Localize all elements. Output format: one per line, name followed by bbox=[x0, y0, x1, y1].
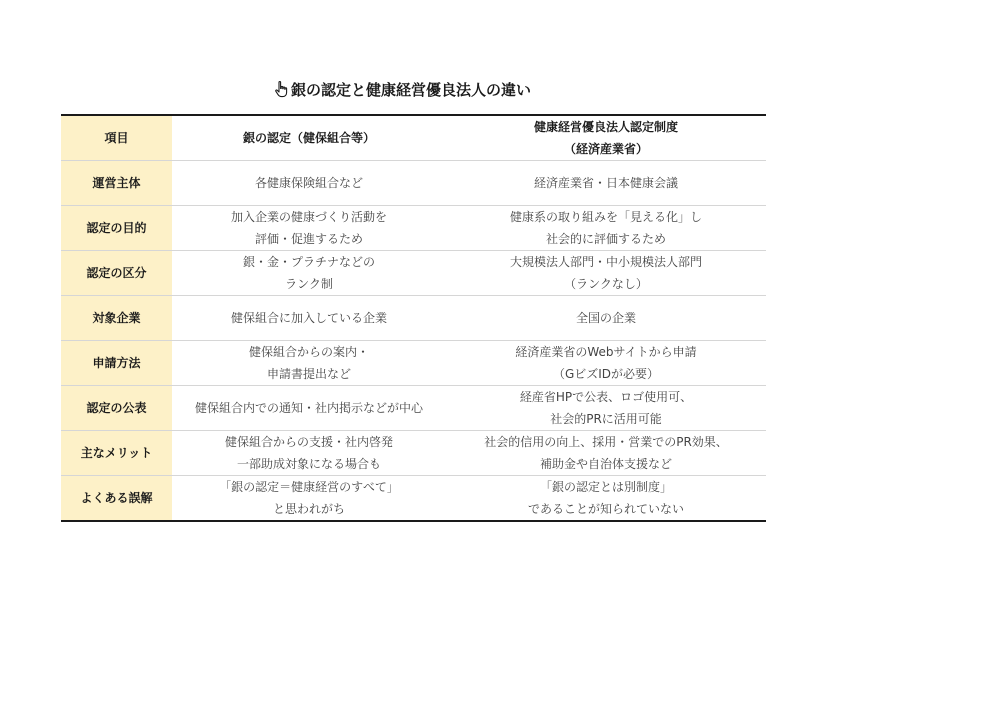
health-management-cell bbox=[446, 161, 766, 205]
health-management-cell-text: 社会的信用の向上、採用・営業でのPR効果、 bbox=[484, 435, 728, 449]
health-management-cell-text: 社会的に評価するため bbox=[545, 232, 666, 246]
header-health-management-line1: 健康経営優良法人認定制度 bbox=[533, 120, 678, 134]
table-row bbox=[61, 385, 766, 430]
health-management-cell-text: （ランクなし） bbox=[564, 277, 648, 291]
silver-certification-cell-text: 健保組合内での通知・社内掲示などが中心 bbox=[194, 401, 423, 415]
silver-certification-cell-text: と思われがち bbox=[272, 502, 345, 516]
row-label: 主なメリット bbox=[61, 431, 172, 475]
silver-certification-cell-text: ランク制 bbox=[285, 277, 333, 291]
row-label: よくある誤解 bbox=[61, 476, 172, 520]
silver-certification-cell bbox=[172, 251, 446, 295]
table-row bbox=[61, 475, 766, 520]
header-silver-certification: 銀の認定（健保組合等） bbox=[242, 131, 375, 145]
row-label: 運営主体 bbox=[61, 161, 172, 205]
header-health-management bbox=[446, 116, 766, 160]
row-label: 申請方法 bbox=[61, 341, 172, 385]
silver-certification-cell bbox=[172, 161, 446, 205]
silver-certification-cell bbox=[172, 206, 446, 250]
silver-certification-cell bbox=[172, 386, 446, 430]
row-label: 認定の目的 bbox=[61, 206, 172, 250]
health-management-cell-text: 経産省HPで公表、ロゴ使用可、 bbox=[519, 390, 693, 404]
document-title bbox=[273, 76, 531, 102]
health-management-cell bbox=[446, 431, 766, 475]
silver-certification-cell-text: 各健康保険組合など bbox=[254, 176, 363, 190]
health-management-cell-text: 「銀の認定とは別制度」 bbox=[539, 480, 672, 494]
silver-certification-cell-text: 一部助成対象になる場合も bbox=[236, 457, 381, 471]
health-management-cell-text: 健康系の取り組みを「見える化」し bbox=[509, 210, 702, 224]
health-management-cell bbox=[446, 206, 766, 250]
row-label: 認定の公表 bbox=[61, 386, 172, 430]
silver-certification-cell-text: 健保組合に加入している企業 bbox=[230, 311, 387, 325]
health-management-cell-text: 全国の企業 bbox=[575, 311, 636, 325]
pointing-hand-icon bbox=[273, 80, 289, 98]
table-row bbox=[61, 205, 766, 250]
comparison-table bbox=[61, 114, 766, 522]
silver-certification-cell-text: 「銀の認定＝健康経営のすべて」 bbox=[219, 480, 399, 494]
silver-certification-cell-text: 健保組合からの支援・社内啓発 bbox=[224, 435, 393, 449]
table-row bbox=[61, 250, 766, 295]
silver-certification-cell bbox=[172, 431, 446, 475]
table-row bbox=[61, 340, 766, 385]
health-management-cell-text: 経済産業省のWebサイトから申請 bbox=[515, 345, 697, 359]
table-row bbox=[61, 295, 766, 340]
silver-certification-cell-text: 申請書提出など bbox=[266, 367, 351, 381]
table-body bbox=[61, 160, 766, 520]
header-item: 項目 bbox=[61, 116, 172, 160]
silver-certification-cell-text: 銀・金・プラチナなどの bbox=[242, 255, 375, 269]
health-management-cell bbox=[446, 341, 766, 385]
title-text: 銀の認定と健康経営優良法人の違い bbox=[291, 80, 532, 99]
header-health-management-line2: （経済産業省） bbox=[563, 142, 648, 156]
health-management-cell-text: 大規模法人部門・中小規模法人部門 bbox=[509, 255, 702, 269]
health-management-cell bbox=[446, 386, 766, 430]
silver-certification-cell-text: 健保組合からの案内・ bbox=[248, 345, 369, 359]
row-label: 対象企業 bbox=[61, 296, 172, 340]
silver-certification-cell-text: 加入企業の健康づくり活動を bbox=[230, 210, 387, 224]
table-row bbox=[61, 430, 766, 475]
silver-certification-cell-text: 評価・促進するため bbox=[254, 232, 363, 246]
row-label: 認定の区分 bbox=[61, 251, 172, 295]
silver-certification-cell bbox=[172, 476, 446, 520]
health-management-cell-text: （GビズIDが必要） bbox=[552, 367, 660, 381]
silver-certification-cell bbox=[172, 341, 446, 385]
health-management-cell-text: 経済産業省・日本健康会議 bbox=[533, 176, 678, 190]
health-management-cell bbox=[446, 251, 766, 295]
health-management-cell bbox=[446, 296, 766, 340]
silver-certification-cell bbox=[172, 296, 446, 340]
health-management-cell-text: であることが知られていない bbox=[527, 502, 684, 516]
health-management-cell bbox=[446, 476, 766, 520]
health-management-cell-text: 補助金や自治体支援など bbox=[539, 457, 672, 471]
table-row bbox=[61, 160, 766, 205]
table-header-row bbox=[61, 116, 766, 160]
health-management-cell-text: 社会的PRに活用可能 bbox=[550, 412, 662, 426]
